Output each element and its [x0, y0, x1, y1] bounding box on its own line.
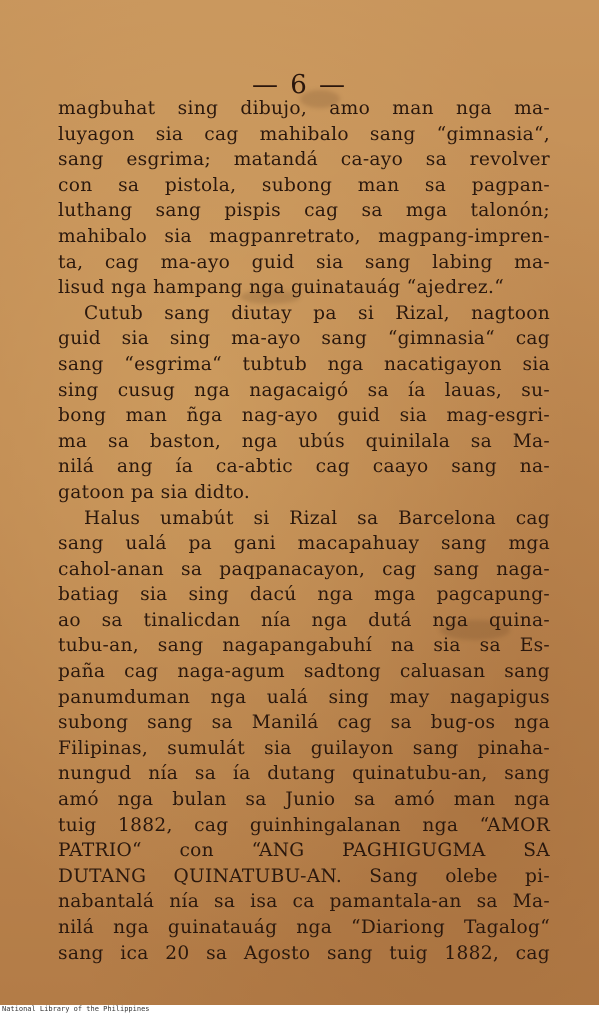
text-line: ma sa baston, nga ubús quinilala sa Ma- — [58, 430, 550, 452]
text-line: PATRIO“ con “ANG PAGHIGUGMA SA — [58, 840, 550, 862]
text-line: bong man ñga nag-ayo guid sia mag-esgri- — [58, 405, 550, 427]
text-line: lisud nga hampang nga guinatauág “ajedrez.“ — [58, 277, 505, 299]
text-line: subong sang sa Manilá cag sa bug-os nga — [58, 712, 550, 734]
text-line: sing cusug nga nagacaigó sa ía lauas, su- — [58, 379, 550, 401]
text-line: tuig 1882, cag guinhingalanan nga “AMOR — [58, 814, 550, 836]
text-line: Filipinas, sumulát sia guilayon sang pinaha- — [58, 737, 550, 759]
text-line: nilá ang ía ca-abtic cag caayo sang na- — [58, 456, 550, 478]
body-text — [58, 96, 550, 966]
text-line: amó nga bulan sa Junio sa amó man nga — [58, 789, 550, 811]
library-credit: National Library of the Philippines — [2, 1005, 150, 1013]
text-line: paña cag naga-agum sadtong caluasan sang — [58, 661, 550, 683]
text-line: sang “esgrima“ tubtub nga nacatigayon sia — [58, 353, 550, 375]
text-line: nungud nía sa ía dutang quinatubu-an, sang — [58, 763, 550, 785]
text-line: batiag sia sing dacú nga mga pagcapung- — [58, 584, 550, 606]
page-number: — 6 — — [251, 70, 348, 100]
text-line: mahibalo sia magpanretrato, magpang-impren- — [58, 225, 550, 247]
text-line: con sa pistola, subong man sa pagpan- — [58, 174, 550, 196]
text-line: panumduman nga ualá sing may nagapigus — [58, 686, 550, 708]
text-line: gatoon pa sia didto. — [58, 481, 251, 503]
text-line: luyagon sia cag mahibalo sang “gimnasia“, — [58, 123, 550, 145]
text-line: ta, cag ma-ayo guid sia sang labing ma- — [58, 251, 550, 273]
text-line: Halus umabút si Rizal sa Barcelona cag — [84, 507, 550, 529]
text-line: ao sa tinalicdan nía nga dutá nga quina- — [58, 609, 550, 631]
text-line: luthang sang pispis cag sa mga talonón; — [58, 200, 550, 222]
text-line: sang ualá pa gani macapahuay sang mga — [58, 533, 550, 555]
text-line: nabantalá nía sa isa ca pamantala-an sa Ma- — [58, 891, 550, 913]
text-line: sang esgrima; matandá ca-ayo sa revolver — [58, 149, 550, 171]
text-line: nilá nga guinatauág nga “Diariong Tagalog“ — [58, 917, 550, 938]
text-line: DUTANG QUINATUBU-AN. Sang olebe pi- — [58, 865, 550, 887]
text-line: cahol-anan sa paqpanacayon, cag sang naga- — [58, 558, 550, 580]
text-line: sang ica 20 sa Agosto sang tuig 1882, cag — [58, 942, 550, 964]
text-line: tubu-an, sang nagapangabuhí na sia sa Es- — [58, 635, 550, 657]
text-line: magbuhat sing dibujo, amo man nga ma- — [58, 98, 550, 119]
text-line: guid sia sing ma-ayo sang “gimnasia“ cag — [58, 328, 550, 350]
footer-bar — [0, 1005, 599, 1013]
text-line: Cutub sang diutay pa si Rizal, nagtoon — [84, 302, 550, 324]
